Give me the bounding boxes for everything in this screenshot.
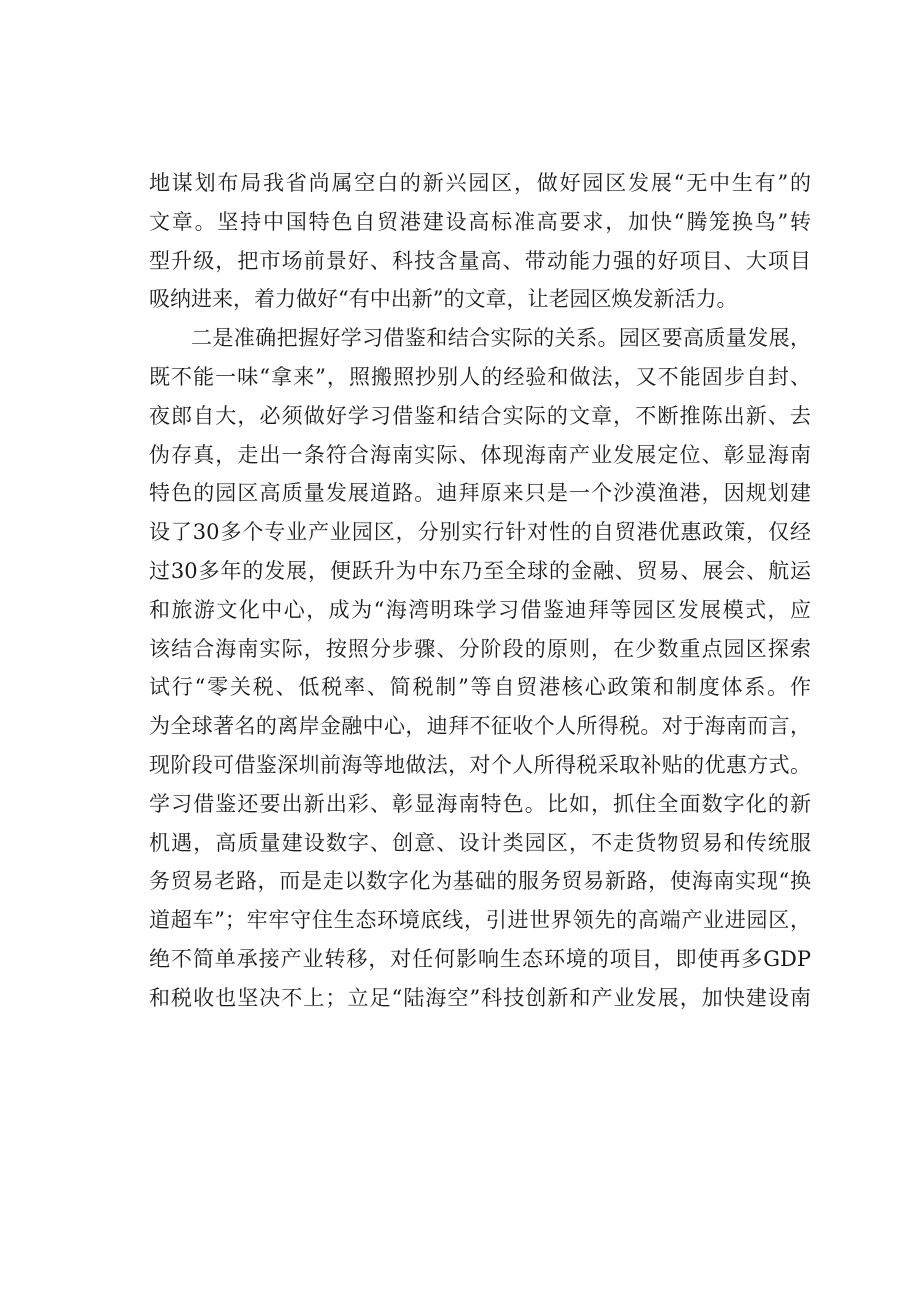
text-line: 过30多年的发展，便跃升为中东乃至全球的金融、贸易、展会、航运	[149, 558, 811, 583]
paragraph-1	[149, 164, 811, 319]
text-line: 特色的园区高质量发展道路。迪拜原来只是一个沙漠渔港，因规划建	[149, 481, 811, 506]
text-line: 试行“零关税、低税率、简税制”等自贸港核心政策和制度体系。作	[149, 675, 811, 700]
text-line: 学习借鉴还要出新出彩、彰显海南特色。比如，抓住全面数字化的新	[149, 791, 811, 816]
text-line: 文章。坚持中国特色自贸港建设高标准高要求，加快“腾笼换鸟”转	[149, 209, 811, 234]
text-line: 二是准确把握好学习借鉴和结合实际的关系。园区要高质量发展，	[191, 326, 811, 351]
text-line: 现阶段可借鉴深圳前海等地做法，对个人所得税采取补贴的优惠方式。	[149, 752, 811, 777]
text-line: 既不能一味“拿来”，照搬照抄别人的经验和做法，又不能固步自封、	[149, 364, 811, 389]
text-line: 道超车”；牢牢守住生态环境底线，引进世界领先的高端产业进园区，	[149, 908, 811, 933]
text-line: 绝不简单承接产业转移，对任何影响生态环境的项目，即使再多GDP	[149, 946, 811, 971]
text-line: 该结合海南实际，按照分步骤、分阶段的原则，在少数重点园区探索	[149, 636, 811, 661]
text-line: 和旅游文化中心，成为“海湾明珠学习借鉴迪拜等园区发展模式，应	[149, 597, 811, 622]
text-line: 务贸易老路，而是走以数字化为基础的服务贸易新路，使海南实现“换	[149, 869, 811, 894]
text-line: 夜郎自大，必须做好学习借鉴和结合实际的文章，不断推陈出新、去	[149, 403, 811, 428]
text-line: 地谋划布局我省尚属空白的新兴园区，做好园区发展“无中生有”的	[149, 171, 811, 195]
paragraph-2	[149, 319, 811, 1017]
text-line: 设了30多个专业产业园区，分别实行针对性的自贸港优惠政策，仅经	[149, 520, 811, 545]
text-line: 为全球著名的离岸金融中心，迪拜不征收个人所得税。对于海南而言，	[149, 714, 811, 739]
text-line: 伪存真，走出一条符合海南实际、体现海南产业发展定位、彰显海南	[149, 442, 811, 467]
text-line: 吸纳进来，着力做好“有中出新”的文章，让老园区焕发新活力。	[149, 287, 738, 312]
body-text	[149, 164, 811, 1018]
text-line: 和税收也坚决不上；立足“陆海空”科技创新和产业发展，加快建设南	[149, 985, 811, 1010]
text-line: 型升级，把市场前景好、科技含量高、带动能力强的好项目、大项目	[149, 248, 811, 273]
text-line: 机遇，高质量建设数字、创意、设计类园区，不走货物贸易和传统服	[149, 830, 811, 855]
